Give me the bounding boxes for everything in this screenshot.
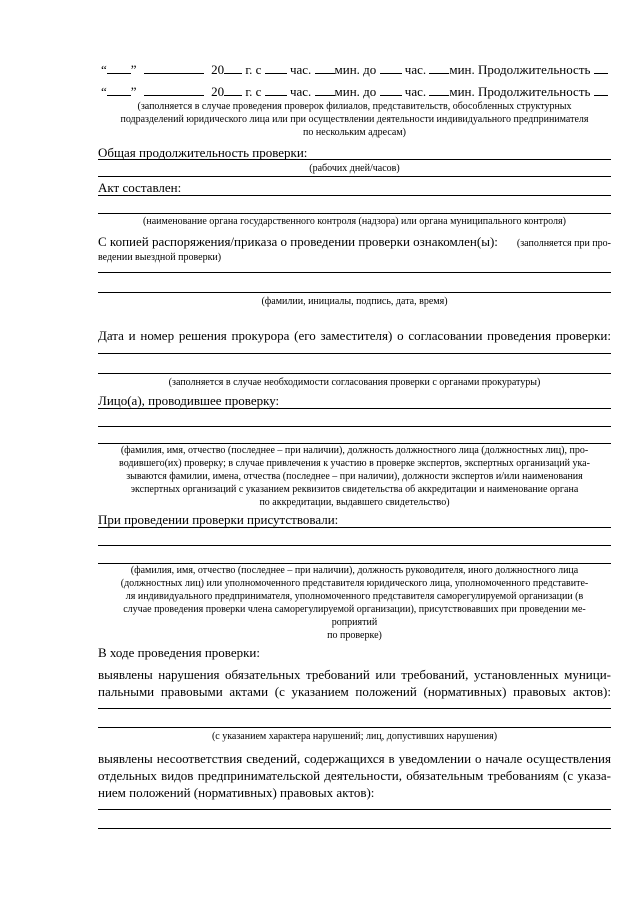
text-line: отдельных видов предпринимательской деятельности, обязательным требованиям (с указа- <box>98 768 611 783</box>
text-line: пальными правовыми актами (с указанием положений (нормативных) правовых актов): <box>98 684 611 699</box>
inspector-field-line[interactable] <box>98 408 611 409</box>
mismatch-text <box>98 750 611 801</box>
prosecutor-field-line[interactable] <box>98 353 611 354</box>
year-from-label: г. с <box>245 62 262 77</box>
hour-from-field[interactable] <box>265 84 287 96</box>
note-line: ля индивидуального предпринимателя, уполномоченного представителя саморегулируемой организации (в <box>125 591 584 602</box>
text-line: выявлены нарушения обязательных требований или требований, установленных муници- <box>98 667 611 682</box>
duration-label: мин. Продолжительность <box>449 84 591 99</box>
note-line: по аккредитации, выдавшего свидетельство) <box>259 497 450 508</box>
hour-label-2: час. <box>404 62 427 77</box>
note-line: (фамилия, имя, отчество (последнее – при наличии), должность должностного лица (должностных лиц), про- <box>120 445 589 456</box>
act-label: Акт составлен: <box>98 180 182 195</box>
duration-note: (рабочих дней/часов) <box>309 163 400 174</box>
day-field[interactable] <box>107 84 131 96</box>
note-line: экспертных организаций с указанием реквизитов свидетельства об аккредитации и наименование органа <box>130 484 579 495</box>
mismatch-field-line[interactable] <box>98 809 611 810</box>
act-field-line-2[interactable] <box>98 213 611 214</box>
note-line: (должностных лиц) или уполномоченного представителя юридического лица, уполномоченного представите- <box>120 578 589 589</box>
day-field[interactable] <box>107 62 131 74</box>
violations-text <box>98 666 611 700</box>
hour-label-2: час. <box>404 84 427 99</box>
present-label: При проведении проверки присутствовали: <box>98 512 339 527</box>
min-to-field[interactable] <box>429 84 449 96</box>
familiarized-field-line-2[interactable] <box>98 292 611 293</box>
month-field[interactable] <box>144 84 204 96</box>
month-field[interactable] <box>144 62 204 74</box>
prosecutor-note: (заполняется в случае необходимости согласования проверки с органами прокуратуры) <box>168 377 541 388</box>
min-to-label: мин. до <box>334 62 377 77</box>
duration-field[interactable] <box>594 62 608 74</box>
act-note: (наименование органа государственного контроля (надзора) или органа муниципального контроля) <box>143 216 566 227</box>
present-field-line[interactable] <box>98 527 611 528</box>
familiarized-label: С копией распоряжения/приказа о проведении проверки ознакомлен(ы): <box>98 234 498 249</box>
min-to-field[interactable] <box>429 62 449 74</box>
note-line: по проверке) <box>327 630 382 641</box>
min-from-field[interactable] <box>315 84 335 96</box>
year-prefix: 20 <box>211 84 225 99</box>
violations-field-line-2[interactable] <box>98 727 611 728</box>
min-to-label: мин. до <box>334 84 377 99</box>
quote-open: “ <box>101 84 107 99</box>
note-line: водившего(их) проверку; в случае привлечения к участию в проверке экспертов, экспертных организаций ука- <box>119 458 590 469</box>
inspector-field-line-2[interactable] <box>98 426 611 427</box>
hour-to-field[interactable] <box>380 84 402 96</box>
quote-close: ” <box>130 62 137 77</box>
text-line: нием положений (нормативных) правовых актов): <box>98 785 375 800</box>
inspector-note <box>98 444 611 509</box>
timing-row-2 <box>101 84 640 100</box>
note-line: роприятий <box>331 617 378 628</box>
familiarized-hint: (заполняется при про- <box>516 238 611 249</box>
hour-label: час. <box>289 62 312 77</box>
familiarized-text <box>98 234 611 265</box>
quote-close: ” <box>130 84 137 99</box>
note-line: (фамилия, имя, отчество (последнее – при наличии), должность руководителя, иного должностного лица <box>130 565 579 576</box>
hour-from-field[interactable] <box>265 62 287 74</box>
min-from-field[interactable] <box>315 62 335 74</box>
year-prefix: 20 <box>211 62 225 77</box>
hour-label: час. <box>289 84 312 99</box>
present-note <box>98 564 611 642</box>
text-line: выявлены несоответствия сведений, содержащихся в уведомлении о начале осуществления <box>98 751 611 766</box>
familiarized-hint-2: ведении выездной проверки) <box>98 252 222 263</box>
note-line: по нескольким адресам) <box>302 127 406 138</box>
note-line: зываются фамилии, имена, отчества (последнее – при наличии), должности экспертов и/или наименования <box>126 471 583 482</box>
violations-note: (с указанием характера нарушений; лиц, допустивших нарушения) <box>211 731 498 742</box>
violations-field-line[interactable] <box>98 708 611 709</box>
hour-to-field[interactable] <box>380 62 402 74</box>
duration-label: Общая продолжительность проверки: <box>98 145 308 160</box>
year-from-label: г. с <box>245 84 262 99</box>
familiarized-note: (фамилии, инициалы, подпись, дата, время) <box>261 296 448 307</box>
note-line: (заполняется в случае проведения проверок филиалов, представительств, обособленных структурных <box>137 101 572 112</box>
duration-field-line-2[interactable] <box>98 176 611 177</box>
familiarized-field-line[interactable] <box>98 272 611 273</box>
note-line: подразделений юридического лица или при осуществлении деятельности индивидуального предпринимателя <box>120 114 589 125</box>
duration-label: мин. Продолжительность <box>449 62 591 77</box>
quote-open: “ <box>101 62 107 77</box>
inspector-label: Лицо(а), проводившее проверку: <box>98 393 280 408</box>
prosecutor-field-line-2[interactable] <box>98 373 611 374</box>
timing-note <box>97 100 612 139</box>
timing-row-1 <box>101 62 640 78</box>
duration-field-line[interactable] <box>98 159 611 160</box>
prosecutor-label: Дата и номер решения прокурора (его заместителя) о согласовании проведения проверки: <box>98 328 611 343</box>
year-field[interactable] <box>224 84 242 96</box>
act-field-line[interactable] <box>98 195 611 196</box>
duration-field[interactable] <box>594 84 608 96</box>
present-field-line-2[interactable] <box>98 545 611 546</box>
mismatch-field-line-2[interactable] <box>98 828 611 829</box>
course-label: В ходе проведения проверки: <box>98 645 261 660</box>
note-line: случае проведения проверки члена саморегулируемой организации), присутствовавших при проведении ме- <box>123 604 586 615</box>
year-field[interactable] <box>224 62 242 74</box>
